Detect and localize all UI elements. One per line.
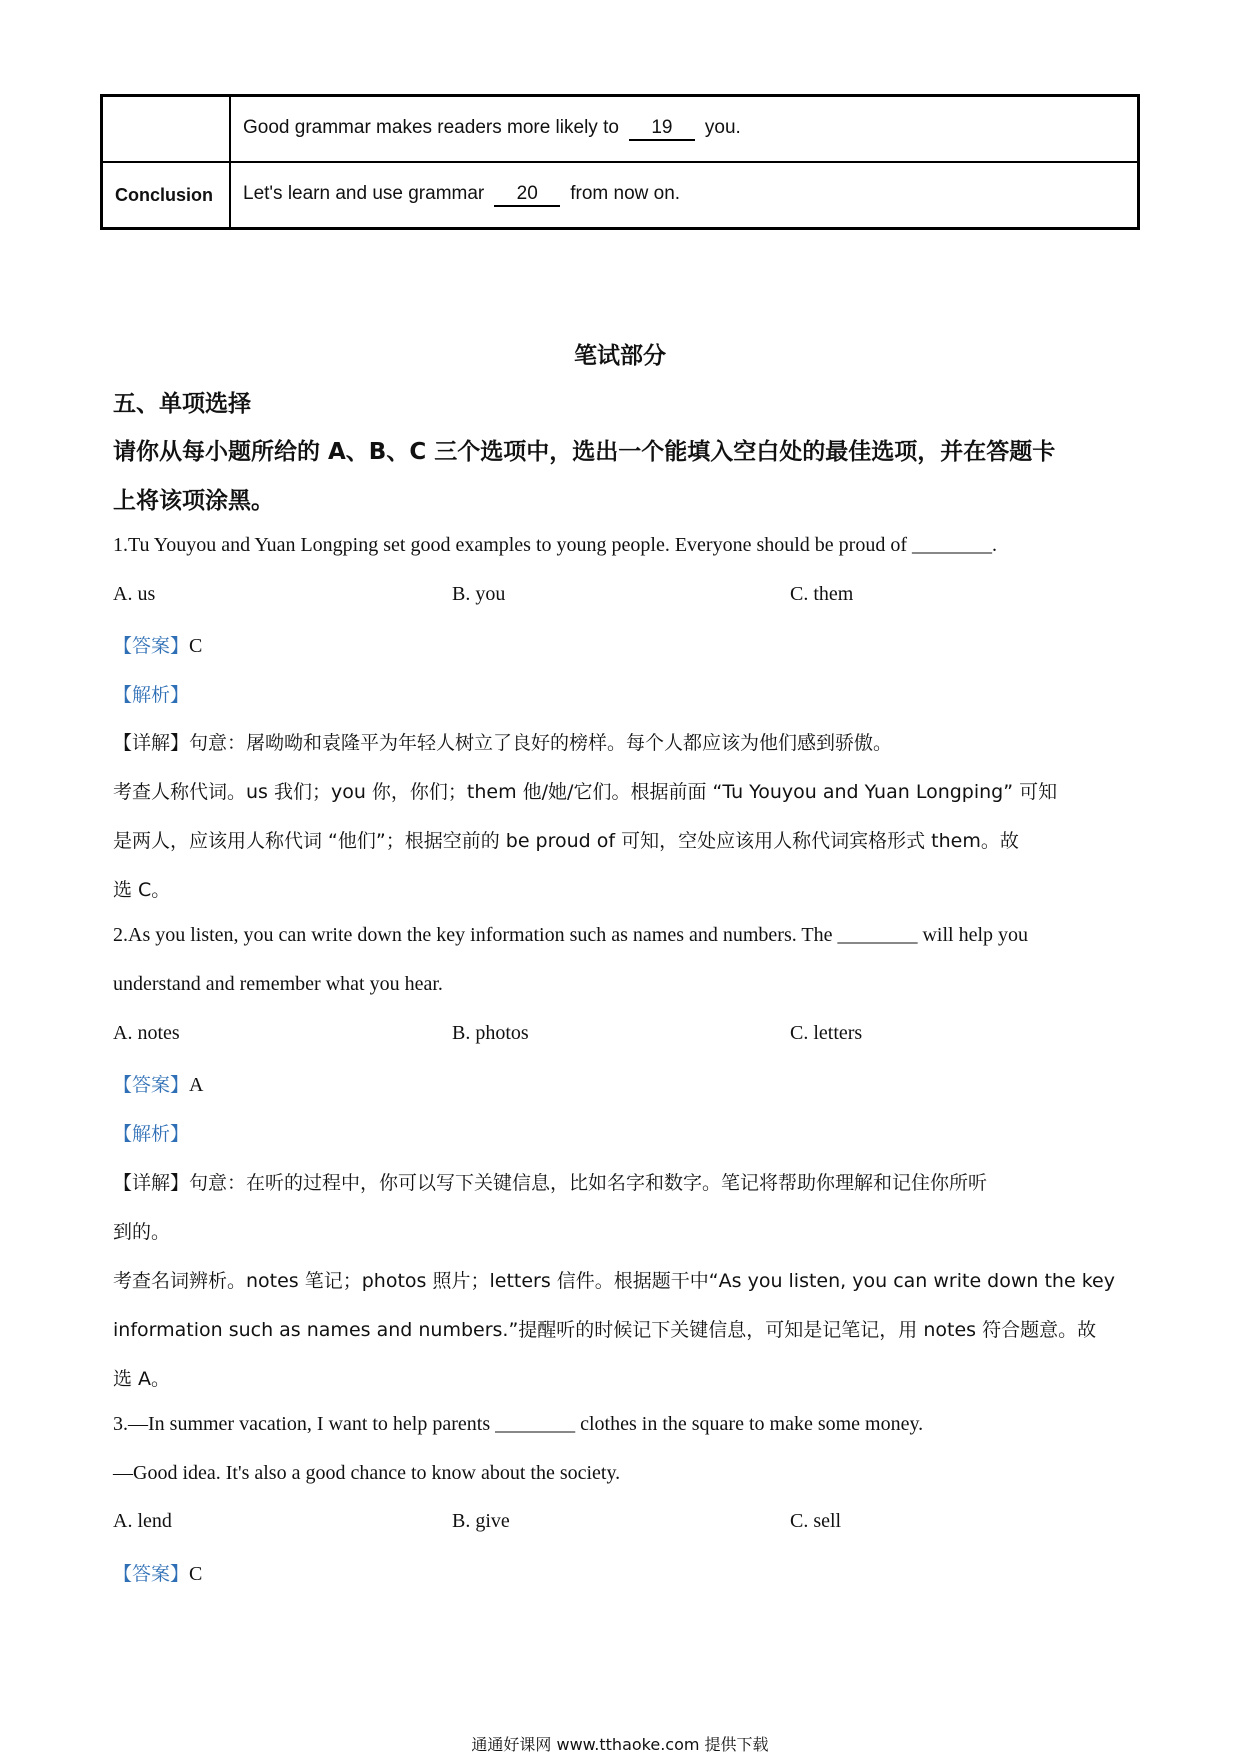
q3-answer xyxy=(113,1559,202,1586)
answer-tag: 【答案】 xyxy=(113,635,190,657)
answer-value: A xyxy=(189,1074,204,1096)
q1-option-a: A. us xyxy=(113,583,156,605)
row-text-pre: Good grammar makes readers more likely to xyxy=(243,117,619,138)
row-text-post: from now on. xyxy=(570,183,681,204)
q1-option-c: C. them xyxy=(790,583,854,605)
row-label xyxy=(102,96,231,163)
detail-tag: 【详解】 xyxy=(113,732,190,754)
detail-tag: 【详解】 xyxy=(113,1172,190,1194)
table-row xyxy=(102,162,1139,229)
q2-detail-1 xyxy=(113,1168,987,1195)
q2-detail-2: 到的。 xyxy=(113,1221,171,1243)
q2-option-b: B. photos xyxy=(452,1022,529,1044)
q2-option-a: A. notes xyxy=(113,1022,180,1044)
answer-value: C xyxy=(189,1563,203,1585)
q2-stem-1: 2.As you listen, you can write down the key information such as names and numbers. The ________ will help you xyxy=(113,924,1029,946)
q3-option-a: A. lend xyxy=(113,1510,172,1532)
blank-number: 20 xyxy=(494,183,560,207)
answer-tag: 【答案】 xyxy=(113,1563,190,1585)
q2-answer xyxy=(113,1070,203,1097)
q3-option-c: C. sell xyxy=(790,1510,842,1532)
q1-explanation-1: 考查人称代词。us 我们；you 你，你们；them 他/她/它们。根据前面 “Tu Youyou and Yuan Longping” 可知 xyxy=(113,781,1058,803)
analysis-tag: 【解析】 xyxy=(113,1123,190,1145)
blank-number: 19 xyxy=(629,117,695,141)
q1-stem: 1.Tu Youyou and Yuan Longping set good examples to young people. Everyone should be proud of ________. xyxy=(113,534,998,556)
grammar-outline-table xyxy=(100,94,1140,230)
q2-explanation-3: 选 A。 xyxy=(113,1368,171,1390)
row-text-post: you. xyxy=(704,117,741,138)
q2-explanation-2: information such as names and numbers.”提醒听的时候记下关键信息，可知是记笔记，用 notes 符合题意。故 xyxy=(113,1319,1097,1341)
analysis-tag: 【解析】 xyxy=(113,684,190,706)
table-row xyxy=(102,96,1139,163)
detail-text: 句意：屠呦呦和袁隆平为年轻人树立了良好的榜样。每个人都应该为他们感到骄傲。 xyxy=(189,732,893,754)
q3-option-b: B. give xyxy=(452,1510,510,1532)
q2-explanation-1: 考查名词辨析。notes 笔记；photos 照片；letters 信件。根据题干中“As you listen, you can write down the key xyxy=(113,1270,1115,1292)
row-content xyxy=(230,162,1139,229)
q1-option-b: B. you xyxy=(452,583,506,605)
q2-analysis xyxy=(113,1119,189,1146)
section-heading: 五、单项选择 xyxy=(113,391,251,417)
row-text-pre: Let's learn and use grammar xyxy=(243,183,485,204)
q1-analysis xyxy=(113,680,189,707)
page-footer: 通通好课网 www.tthaoke.com 提供下载 xyxy=(471,1735,769,1754)
q2-option-c: C. letters xyxy=(790,1022,863,1044)
q3-stem-2: —Good idea. It's also a good chance to know about the society. xyxy=(113,1462,621,1484)
row-label: Conclusion xyxy=(102,162,231,229)
instruction-line-2: 上将该项涂黑。 xyxy=(113,488,274,514)
q1-detail xyxy=(113,728,892,755)
q1-explanation-3: 选 C。 xyxy=(113,879,171,901)
section-title: 笔试部分 xyxy=(574,343,666,369)
q1-explanation-2: 是两人，应该用人称代词 “他们”；根据空前的 be proud of 可知，空处应该用人称代词宾格形式 them。故 xyxy=(113,830,1019,852)
row-content xyxy=(230,96,1139,163)
instruction-line-1: 请你从每小题所给的 A、B、C 三个选项中，选出一个能填入空白处的最佳选项，并在答题卡 xyxy=(113,439,1056,465)
answer-tag: 【答案】 xyxy=(113,1074,190,1096)
q2-stem-2: understand and remember what you hear. xyxy=(113,973,443,995)
q3-stem-1: 3.—In summer vacation, I want to help parents ________ clothes in the square to make some money. xyxy=(113,1413,924,1435)
answer-value: C xyxy=(189,635,203,657)
detail-text: 句意：在听的过程中，你可以写下关键信息，比如名字和数字。笔记将帮助你理解和记住你所听 xyxy=(189,1172,988,1194)
q1-answer xyxy=(113,631,202,658)
